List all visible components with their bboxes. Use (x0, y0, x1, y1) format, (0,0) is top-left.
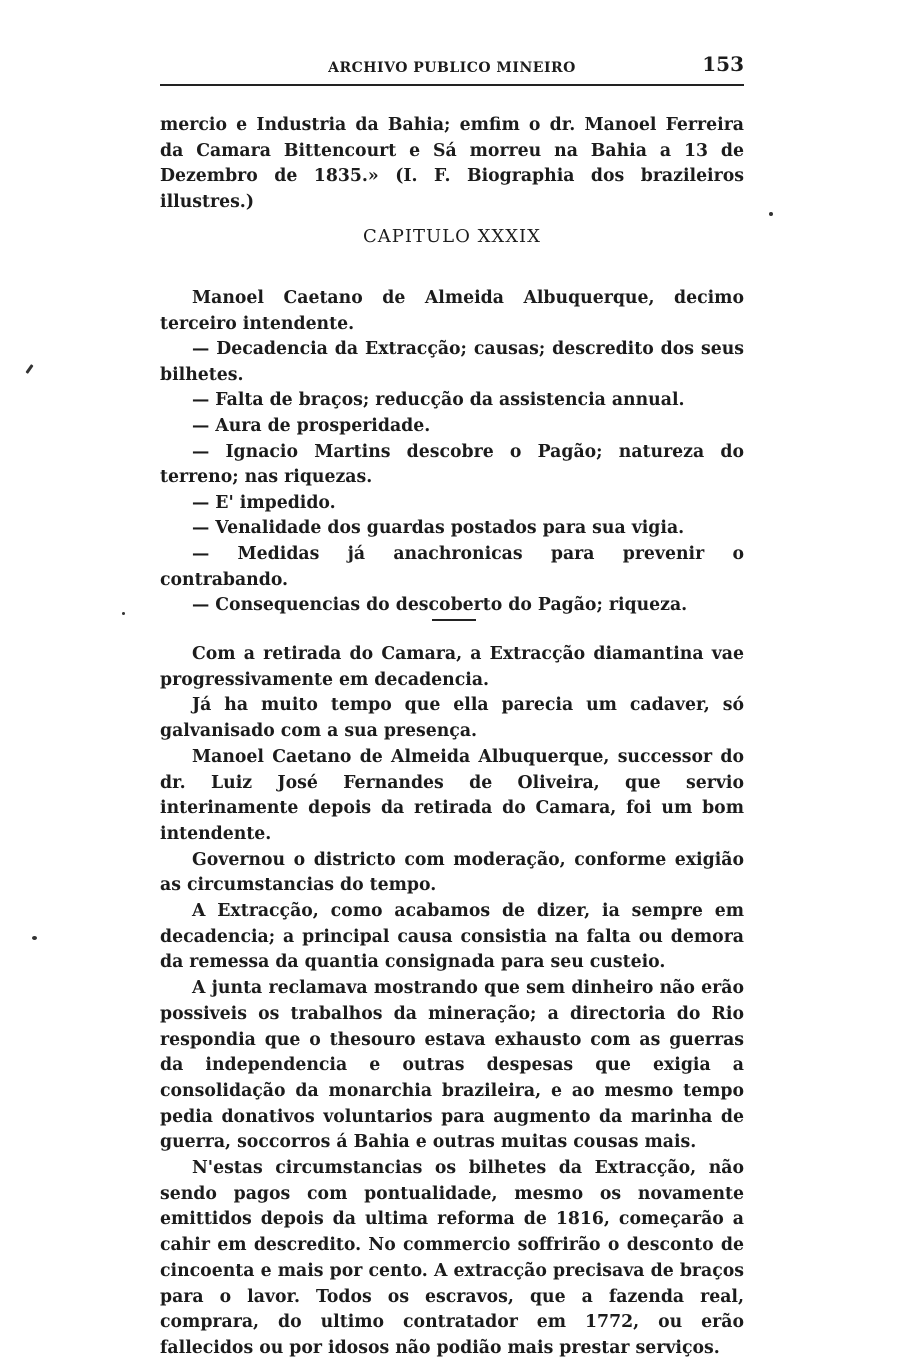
running-header (160, 52, 744, 86)
scan-speck (32, 936, 37, 940)
body-paragraph: Já ha muito tempo que ella parecia um cadaver, só galvanisado com a sua presença. (160, 695, 744, 742)
intro-paragraph-block (160, 113, 744, 215)
summary-item: — Venalidade dos guardas postados para sua vigia. (192, 518, 685, 539)
summary-item: — E' impedido. (192, 492, 336, 513)
summary-item: — Falta de braços; reducção da assistencia annual. (192, 390, 685, 411)
chapter-title: CAPITULO XXXIX (363, 226, 541, 247)
summary-item: — Decadencia da Extracção; causas; descredito dos seus bilhetes. (160, 339, 744, 385)
scan-speck (769, 212, 773, 216)
body-paragraph: N'estas circumstancias os bilhetes da Extracção, não sendo pagos com pontualidade, mesmo os novamente emittidos depois da ultima reforma de 1816, começarão a cahir em descredito. No commercio soffrirão o desconto de cincoenta e mais por cento. A extracção precisava de braços para o lavor. Todos os escravos, que a fazenda real, comprara, do ultimo contratador em 1772, ou erão fallecidos ou por idosos não podião mais prestar serviços. (160, 1158, 744, 1358)
page-number: 153 (702, 52, 744, 76)
chapter-body (160, 642, 744, 1362)
body-paragraph: Com a retirada do Camara, a Extracção diamantina vae progressivamente em decadencia. (160, 644, 744, 690)
scan-speck (122, 612, 125, 615)
summary-item: — Consequencias do descoberto do Pagão; riqueza. (192, 595, 688, 616)
body-paragraph: A junta reclamava mostrando que sem dinheiro não erão possiveis os trabalhos da mineração; a directoria do Rio respondia que o thesouro estava exhausto com as guerras da independencia e outras despesas que exigia a consolidação da monarchia brazileira, e ao mesmo tempo pedia donativos voluntarios para augmento da marinha de guerra, soccorros á Bahia e outras muitas cousas mais. (160, 978, 744, 1153)
summary-lead: Manoel Caetano de Almeida Albuquerque, decimo terceiro intendente. (160, 288, 744, 334)
body-paragraph: Manoel Caetano de Almeida Albuquerque, successor do dr. Luiz José Fernandes de Oliveira, que servio interinamente depois da retirada do Camara, foi um bom intendente. (160, 746, 744, 844)
scan-speck (25, 364, 33, 374)
chapter-summary (160, 286, 744, 619)
running-title: ARCHIVO PUBLICO MINEIRO (328, 60, 576, 76)
section-divider (432, 619, 476, 621)
body-paragraph: A Extracção, como acabamos de dizer, ia sempre em decadencia; a principal causa consistia na falta ou demora da remessa da quantia consignada para seu custeio. (160, 901, 744, 973)
body-paragraph: Governou o districto com moderação, conforme exigião as circumstancias do tempo. (160, 849, 744, 896)
intro-paragraph: mercio e Industria da Bahia; emfim o dr. Manoel Ferreira da Camara Bittencourt e Sá morreu na Bahia a 13 de Dezembro de 1835.» (I. F. Biographia dos brazileiros illustres.) (160, 115, 744, 212)
summary-item: — Ignacio Martins descobre o Pagão; natureza do terreno; nas riquezas. (160, 441, 744, 488)
summary-item: — Aura de prosperidade. (192, 415, 431, 436)
summary-item: — Medidas já anachronicas para prevenir o contrabando. (160, 543, 744, 590)
